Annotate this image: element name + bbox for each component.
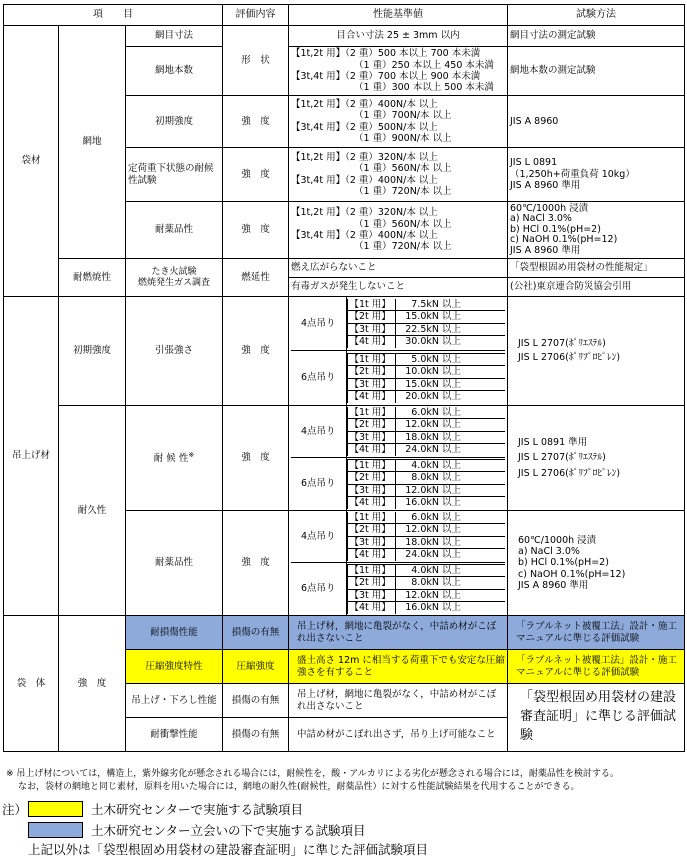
load-value: 20.0kN 以上 <box>395 391 505 403</box>
body-sub-label: 強 度 <box>59 616 126 752</box>
load-class: 【3t 用】 <box>347 378 395 391</box>
impact-standard: 中詰め材がこぼれ出さず，吊り上げ可能なこと <box>289 718 508 752</box>
bag-chem-standard <box>289 202 508 259</box>
load-class: 【4t 用】 <box>347 444 395 456</box>
flame-test-line: 燃焼発生ガス調査 <box>137 277 210 288</box>
tensile-eval: 強 度 <box>223 297 289 406</box>
load-class: 【4t 用】 <box>347 391 395 403</box>
body-label: 袋 体 <box>4 616 59 752</box>
footnote <box>6 768 686 794</box>
load-class: 【1t 用】 <box>347 459 395 472</box>
liftdown-eval: 損傷の有無 <box>223 684 289 718</box>
method-line: 60℃/1000h 浸漬 <box>510 202 589 214</box>
std-line: （1 重）300 本以上 500 本未満 <box>354 82 494 94</box>
method-line: JIS L 2707(ﾎﾟﾘｴｽﾃﾙ) <box>518 337 606 349</box>
method-line: JIS A 8960 準用 <box>510 180 581 192</box>
method-line: JIS L 2707(ﾎﾟﾘｴｽﾃﾙ) <box>518 452 606 464</box>
legend-blue <box>28 821 366 839</box>
legend-yellow-swatch <box>28 801 83 817</box>
load-class: 【1t 用】 <box>347 299 395 311</box>
body-common-method: 「袋型根固め用袋材の建設審査証明」に準じる評価試験 <box>508 684 685 752</box>
std-line: （1 重）560N/本 以上 <box>354 163 452 175</box>
load-value: 12.0kN 以上 <box>395 524 505 537</box>
flame-eval: 燃延性 <box>223 259 289 297</box>
six-point-label: 6点吊り <box>291 562 346 615</box>
flame-method-1: 「袋型根固め用袋材の性能規定」 <box>508 259 685 278</box>
six-point-table <box>347 564 506 614</box>
std-line: （1 重）720N/本 以上 <box>354 185 452 197</box>
load-class: 【2t 用】 <box>347 419 395 432</box>
load-class: 【2t 用】 <box>347 577 395 590</box>
compress-standard: 盛土高さ 12m に相当する荷重下でも安定な圧縮強さを有すること <box>289 650 508 684</box>
weather-standard <box>289 406 508 511</box>
liftdown-standard: 吊上げ材，網地に亀裂がなく，中詰め材がこぼれ出さないこと <box>289 684 508 718</box>
std-line: （1 重）700N/本 以上 <box>354 110 452 122</box>
flame-method-2: (公社)東京連合防災協会引用 <box>508 278 685 297</box>
load-class: 【3t 用】 <box>347 431 395 444</box>
bag-label: 袋材 <box>4 26 59 297</box>
load-value: 15.0kN 以上 <box>395 311 505 324</box>
six-point-label: 6点吊り <box>291 457 346 510</box>
tensile-method <box>508 297 685 406</box>
header-method: 試験方法 <box>508 5 685 26</box>
std-line: 【1t,2t 用】（2 重）500 本以上 700 本未満 <box>291 48 481 60</box>
load-value: 7.5kN 以上 <box>411 298 461 310</box>
liftdown-name: 吊上げ・下ろし性能 <box>126 684 223 718</box>
compress-name: 圧縮強度特性 <box>126 650 223 684</box>
creep-method <box>508 148 685 202</box>
load-class: 【2t 用】 <box>347 311 395 324</box>
lift-initial-label: 初期強度 <box>59 297 126 406</box>
load-class: 【4t 用】 <box>347 497 395 509</box>
load-class: 【3t 用】 <box>347 589 395 602</box>
bag-chem-eval: 強 度 <box>223 202 289 259</box>
method-line: JIS L 0891 <box>510 157 558 169</box>
tensile-name: 引張強さ <box>126 297 223 406</box>
mesh-count-name: 網地本数 <box>126 47 223 96</box>
legend-other <box>28 840 428 858</box>
load-value: 6.0kN 以上 <box>411 406 461 418</box>
four-point-table <box>347 299 506 348</box>
legend-blue-label: 土木研究センター立会いの下で実施する試験項目 <box>91 823 366 838</box>
load-value: 30.0kN 以上 <box>395 336 505 348</box>
load-class: 【3t 用】 <box>347 484 395 497</box>
load-value: 12.0kN 以上 <box>395 484 505 497</box>
std-line: （1 重）250 本以上 450 本未満 <box>354 59 494 71</box>
footnote-line-1: ※ 吊上げ材については，構造上，紫外線劣化が懸念される場合には，耐候性を，酸・アルカリによる劣化が懸念される場合には，耐薬品性を検討する。 <box>6 769 619 779</box>
std-line: 【1t,2t 用】（2 重）320N/本 以上 <box>291 207 438 219</box>
load-class: 【4t 用】 <box>347 549 395 561</box>
load-class: 【4t 用】 <box>347 336 395 348</box>
load-value: 24.0kN 以上 <box>395 549 505 561</box>
load-value: 16.0kN 以上 <box>395 602 505 614</box>
header-item: 項 目 <box>4 5 223 26</box>
method-line: a) NaCl 3.0% <box>518 545 580 557</box>
load-value: 4.0kN 以上 <box>395 459 505 472</box>
method-line: c) NaOH 0.1%(pH=12) <box>518 568 626 580</box>
flame-standard-2: 有毒ガスが発生しないこと <box>289 278 508 297</box>
mesh-label: 網地 <box>59 26 126 259</box>
row-mesh-size <box>4 26 685 47</box>
flame-label: 耐燃焼性 <box>59 259 126 297</box>
legend-yellow-label: 土木研究センターで実施する試験項目 <box>91 802 304 817</box>
load-class: 【3t 用】 <box>347 536 395 549</box>
mesh-count-method: 網地本数の測定試験 <box>508 47 685 96</box>
method-line: b) HCl 0.1%(pH=2) <box>518 557 609 569</box>
compress-method: 「ラブルネット被覆工法」設計・施工マニュアルに準じる評価試験 <box>508 650 685 684</box>
load-class: 【1t 用】 <box>347 353 395 366</box>
method-line: a) NaCl 3.0% <box>510 213 572 225</box>
flame-test <box>126 259 223 297</box>
weather-method <box>508 406 685 511</box>
std-line: 【1t,2t 用】（2 重）400N/本 以上 <box>291 98 438 110</box>
std-line: （1 重）560N/本 以上 <box>354 218 452 230</box>
load-class: 【1t 用】 <box>347 407 395 419</box>
spec-table <box>3 4 685 752</box>
load-class: 【2t 用】 <box>347 524 395 537</box>
load-value: 4.0kN 以上 <box>395 564 505 577</box>
mesh-size-method: 網目寸法の測定試験 <box>508 26 685 47</box>
load-value: 24.0kN 以上 <box>395 444 505 456</box>
row-lift-initial <box>4 297 685 406</box>
creep-eval: 強 度 <box>223 148 289 202</box>
bag-chem-method <box>508 202 685 259</box>
method-line: （1,250h+荷重負荷 10kg） <box>510 168 635 180</box>
row-lift-weather <box>4 406 685 511</box>
load-class: 【1t 用】 <box>347 512 395 524</box>
lift-label: 吊上げ材 <box>4 297 59 616</box>
std-line: 【3t,4t 用】（2 重）400N/本 以上 <box>291 230 438 241</box>
creep-standard <box>289 148 508 202</box>
row-damage <box>4 616 685 650</box>
weather-name-text: 耐 候 性 <box>153 453 189 465</box>
compress-eval: 圧縮強度 <box>223 650 289 684</box>
method-line: JIS L 2706(ﾎﾟﾘﾌﾟﾛﾋﾟﾚﾝ) <box>518 352 621 363</box>
mesh-size-standard: 目合い寸法 25 ± 3mm 以内 <box>289 26 508 47</box>
legend-yellow <box>2 800 303 818</box>
std-line: （1 重）720N/本 以上 <box>354 241 452 253</box>
load-value: 18.0kN 以上 <box>395 431 505 444</box>
mesh-count-standard <box>289 47 508 96</box>
six-point-table <box>347 353 506 403</box>
shape-eval: 形 状 <box>223 26 289 96</box>
load-value: 18.0kN 以上 <box>395 536 505 549</box>
header-eval: 評価内容 <box>223 5 289 26</box>
load-class: 【2t 用】 <box>347 472 395 485</box>
initial-standard <box>289 96 508 148</box>
weather-name <box>126 406 223 511</box>
footnote-line-2: なお，袋材の網地と同じ素材，原料を用いた場合には，網地の耐久性(耐候性，耐薬品性）に対する性能試験結果を代用することができる。 <box>18 782 580 792</box>
row-flame-1 <box>4 259 685 278</box>
load-value: 22.5kN 以上 <box>395 323 505 336</box>
load-value: 8.0kN 以上 <box>395 577 505 590</box>
method-line: c) NaOH 0.1%(pH=12) <box>510 234 618 246</box>
legend-prefix: 注） <box>2 802 28 817</box>
load-value: 16.0kN 以上 <box>395 497 505 509</box>
load-class: 【4t 用】 <box>347 602 395 614</box>
std-line: 【3t,4t 用】（2 重）700 本以上 900 本未満 <box>291 71 481 82</box>
legend-other-label: 上記以外は「袋型根固め用袋材の建設審査証明」に準じた評価試験項目 <box>28 842 429 857</box>
lift-chem-standard <box>289 511 508 616</box>
std-line: （1 重）900N/本 以上 <box>354 132 452 144</box>
header-standard: 性能基準値 <box>289 5 508 26</box>
initial-name: 初期強度 <box>126 96 223 148</box>
method-line: JIS A 8960 準用 <box>510 244 581 256</box>
four-point-label: 4点吊り <box>291 297 346 350</box>
header-row <box>4 5 685 26</box>
load-class: 【1t 用】 <box>347 564 395 577</box>
impact-eval: 損傷の有無 <box>223 718 289 752</box>
load-class: 【2t 用】 <box>347 366 395 379</box>
flame-standard-1: 燃え広がらないこと <box>289 259 508 278</box>
lift-chem-method <box>508 511 685 616</box>
load-value: 10.0kN 以上 <box>395 366 505 379</box>
load-value: 8.0kN 以上 <box>395 472 505 485</box>
method-line: b) HCl 0.1%(pH=2) <box>510 223 601 235</box>
initial-eval: 強 度 <box>223 96 289 148</box>
damage-method: 「ラブルネット被覆工法」設計・施工マニュアルに準じる評価試験 <box>508 616 685 650</box>
four-point-table <box>347 407 506 456</box>
four-point-label: 4点吊り <box>291 406 346 457</box>
flame-test-line: たき火試験 <box>151 266 197 277</box>
std-line: 【3t,4t 用】（2 重）500N/本 以上 <box>291 121 438 133</box>
creep-name: 定荷重下状態の耐候性試験 <box>126 148 223 202</box>
std-line: 【3t,4t 用】（2 重）400N/本 以上 <box>291 174 438 186</box>
impact-name: 耐衝撃性能 <box>126 718 223 752</box>
load-value: 5.0kN 以上 <box>395 353 505 366</box>
load-value: 15.0kN 以上 <box>395 378 505 391</box>
mesh-size-name: 網目寸法 <box>126 26 223 47</box>
lift-chem-name: 耐薬品性 <box>126 511 223 616</box>
bag-chem-name: 耐薬品性 <box>126 202 223 259</box>
tensile-standard <box>289 297 508 406</box>
load-value: 12.0kN 以上 <box>395 589 505 602</box>
damage-standard: 吊上げ材，網地に亀裂がなく，中詰め材がこぼれ出さないこと <box>289 616 508 650</box>
six-point-label: 6点吊り <box>291 350 346 405</box>
method-line: JIS A 8960 準用 <box>518 580 589 592</box>
legend-blue-swatch <box>28 822 83 838</box>
method-line: JIS L 0891 準用 <box>518 437 588 449</box>
damage-name: 耐損傷性能 <box>126 616 223 650</box>
method-line: JIS L 2706(ﾎﾟﾘﾌﾟﾛﾋﾟﾚﾝ) <box>518 467 621 479</box>
lift-chem-eval: 強 度 <box>223 511 289 616</box>
six-point-table <box>347 459 506 509</box>
durability-label: 耐久性 <box>59 406 126 616</box>
damage-eval: 損傷の有無 <box>223 616 289 650</box>
four-point-label: 4点吊り <box>291 511 346 562</box>
std-line: 【1t,2t 用】（2 重）320N/本 以上 <box>291 151 438 163</box>
load-class: 【3t 用】 <box>347 323 395 336</box>
weather-note-mark: ※ <box>188 451 195 460</box>
weather-eval: 強 度 <box>223 406 289 511</box>
load-value: 6.0kN 以上 <box>411 511 461 523</box>
four-point-table <box>347 512 506 561</box>
initial-method: JIS A 8960 <box>508 96 685 148</box>
load-value: 12.0kN 以上 <box>395 419 505 432</box>
method-line: 60℃/1000h 浸漬 <box>518 534 597 546</box>
